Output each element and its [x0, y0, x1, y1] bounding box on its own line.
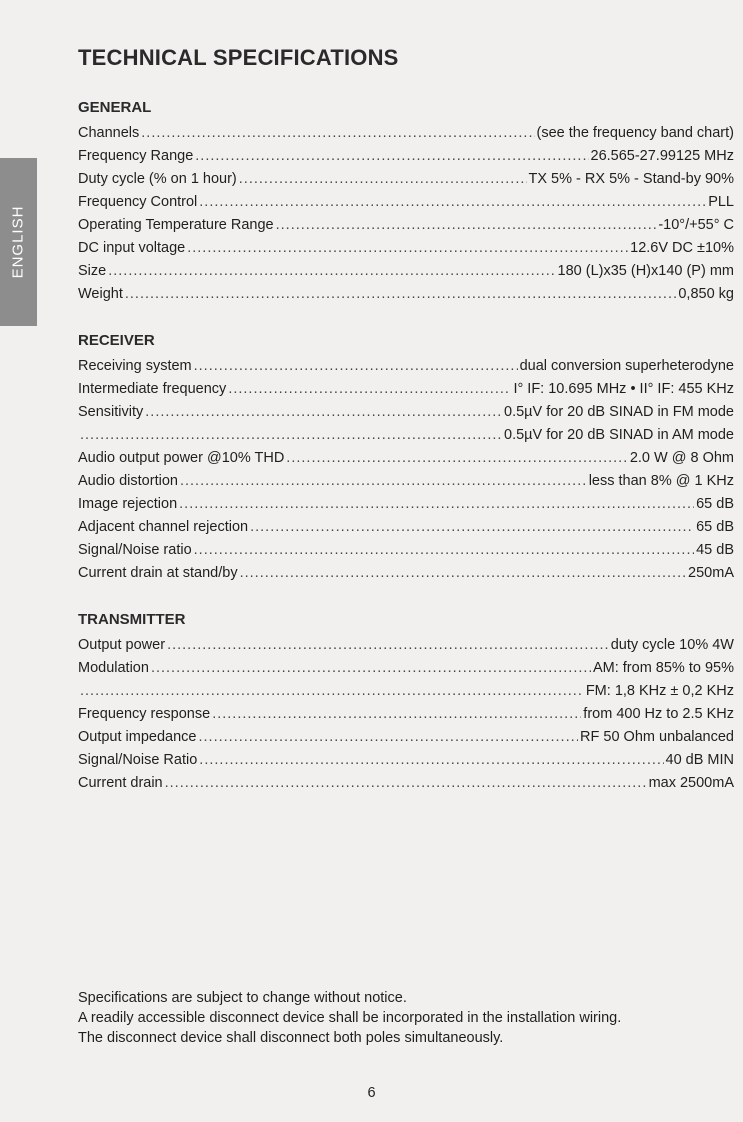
section-transmitter	[78, 610, 734, 795]
spec-row	[78, 355, 734, 378]
spec-label: Frequency response	[78, 706, 211, 722]
spec-label: Frequency Control	[78, 194, 198, 210]
dot-leader	[80, 680, 584, 703]
spec-row	[78, 237, 734, 260]
spec-row	[78, 260, 734, 283]
dot-leader	[199, 726, 579, 749]
spec-label: Output impedance	[78, 729, 197, 745]
spec-label: Receiving system	[78, 358, 192, 374]
spec-value: 0.5µV for 20 dB SINAD in AM mode	[504, 427, 734, 443]
spec-row	[78, 378, 734, 401]
spec-value: I° IF: 10.695 MHz • II° IF: 455 KHz	[513, 381, 734, 397]
language-tab-label: ENGLISH	[9, 205, 27, 279]
dot-leader	[141, 122, 534, 145]
page-number: 6	[367, 1085, 376, 1101]
spec-value: 45 dB	[696, 542, 734, 558]
spec-value: AM: from 85% to 95%	[592, 660, 734, 676]
spec-label: Operating Temperature Range	[78, 217, 274, 233]
spec-value: from 400 Hz to 2.5 KHz	[583, 706, 734, 722]
spec-row	[78, 401, 734, 424]
spec-row	[78, 562, 734, 585]
section-receiver	[78, 331, 734, 585]
spec-row	[78, 424, 734, 447]
spec-value: 250mA	[688, 565, 734, 581]
spec-label: DC input voltage	[78, 240, 186, 256]
dot-leader	[108, 260, 555, 283]
dot-leader	[179, 493, 694, 516]
dot-leader	[187, 237, 628, 260]
spec-label: Duty cycle (% on 1 hour)	[78, 171, 237, 187]
spec-value: 0.5µV for 20 dB SINAD in FM mode	[504, 404, 734, 420]
spec-label: Signal/Noise ratio	[78, 542, 192, 558]
spec-label: Signal/Noise Ratio	[78, 752, 198, 768]
spec-label: Modulation	[78, 660, 149, 676]
spec-value: duty cycle 10% 4W	[610, 637, 734, 653]
dot-leader	[194, 355, 518, 378]
dot-leader	[250, 516, 694, 539]
spec-label: Current drain at stand/by	[78, 565, 238, 581]
spec-label: Output power	[78, 637, 166, 653]
spec-value: 65 dB	[696, 496, 734, 512]
dot-leader	[239, 168, 527, 191]
note-line: A readily accessible disconnect device shall be incorporated in the installation wiring.	[78, 1010, 622, 1026]
spec-value: (see the frequency band chart)	[536, 125, 734, 141]
spec-row	[78, 657, 734, 680]
spec-row	[78, 703, 734, 726]
spec-row	[78, 214, 734, 237]
spec-row	[78, 726, 734, 749]
spec-value: TX 5% - RX 5% - Stand-by 90%	[528, 171, 734, 187]
dot-leader	[180, 470, 587, 493]
spec-row	[78, 680, 734, 703]
dot-leader	[167, 634, 609, 657]
spec-value: 2.0 W @ 8 Ohm	[629, 450, 734, 466]
dot-leader	[240, 562, 686, 585]
dot-leader	[151, 657, 591, 680]
spec-row	[78, 168, 734, 191]
spec-label: Audio output power @10% THD	[78, 450, 285, 466]
spec-row	[78, 493, 734, 516]
section-general	[78, 98, 734, 306]
spec-row	[78, 749, 734, 772]
spec-label: Intermediate frequency	[78, 381, 227, 397]
spec-row	[78, 447, 734, 470]
spec-label: Sensitivity	[78, 404, 144, 420]
page-title: TECHNICAL SPECIFICATIONS	[78, 45, 399, 70]
spec-value: FM: 1,8 KHz ± 0,2 KHz	[585, 683, 734, 699]
spec-value: 65 dB	[696, 519, 734, 535]
section-heading: TRANSMITTER	[78, 611, 186, 628]
spec-value: less than 8% @ 1 KHz	[588, 473, 734, 489]
dot-leader	[199, 749, 663, 772]
notes	[78, 988, 718, 1048]
spec-label: Frequency Range	[78, 148, 194, 164]
spec-row	[78, 122, 734, 145]
spec-label: Adjacent channel rejection	[78, 519, 249, 535]
spec-row	[78, 772, 734, 795]
spec-row	[78, 470, 734, 493]
spec-row	[78, 516, 734, 539]
dot-leader	[286, 447, 628, 470]
spec-value: 26.565-27.99125 MHz	[590, 148, 734, 164]
dot-leader	[212, 703, 581, 726]
dot-leader	[194, 539, 694, 562]
spec-value: PLL	[708, 194, 734, 210]
dot-leader	[276, 214, 657, 237]
spec-row	[78, 283, 734, 306]
spec-value: max 2500mA	[648, 775, 734, 791]
language-tab	[0, 158, 37, 326]
spec-value: -10°/+55° C	[658, 217, 734, 233]
spec-label: Channels	[78, 125, 140, 141]
dot-leader	[195, 145, 588, 168]
dot-leader	[199, 191, 706, 214]
spec-label: Size	[78, 263, 107, 279]
spec-row	[78, 539, 734, 562]
spec-value: 40 dB MIN	[665, 752, 734, 768]
dot-leader	[228, 378, 511, 401]
section-heading: GENERAL	[78, 99, 152, 116]
spec-label: Audio distortion	[78, 473, 178, 489]
spec-label: Current drain	[78, 775, 163, 791]
spec-label: Image rejection	[78, 496, 178, 512]
spec-row	[78, 145, 734, 168]
spec-value: 12.6V DC ±10%	[630, 240, 734, 256]
dot-leader	[145, 401, 502, 424]
spec-row	[78, 634, 734, 657]
note-line: Specifications are subject to change without notice.	[78, 990, 407, 1006]
section-heading: RECEIVER	[78, 332, 155, 349]
spec-row	[78, 191, 734, 214]
dot-leader	[125, 283, 676, 306]
dot-leader	[165, 772, 647, 795]
spec-value: 0,850 kg	[678, 286, 734, 302]
note-line: The disconnect device shall disconnect both poles simultaneously.	[78, 1030, 504, 1046]
spec-value: RF 50 Ohm unbalanced	[580, 729, 734, 745]
spec-value: 180 (L)x35 (H)x140 (P) mm	[557, 263, 734, 279]
spec-label: Weight	[78, 286, 123, 302]
dot-leader	[80, 424, 502, 447]
spec-value: dual conversion superheterodyne	[519, 358, 734, 374]
